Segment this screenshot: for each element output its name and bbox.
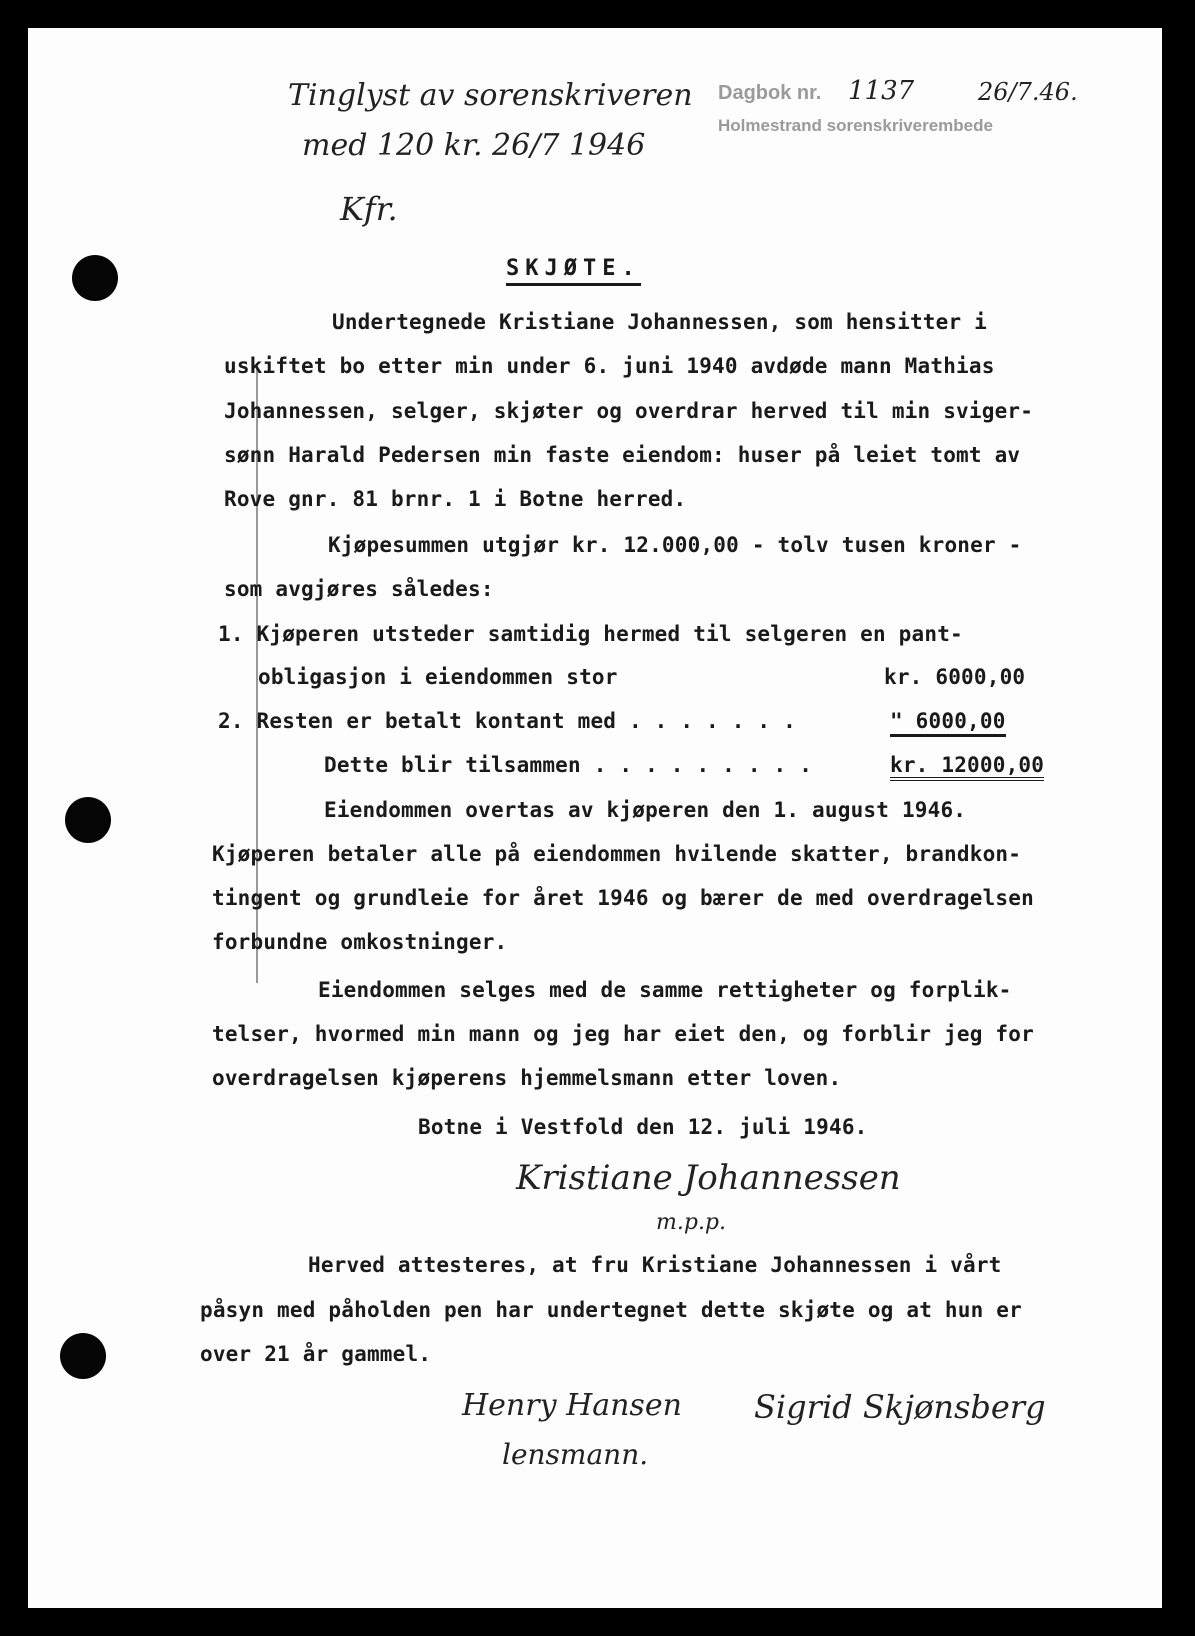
- margin-note-line1: Tinglyst av sorenskriveren: [288, 78, 693, 113]
- punch-hole-bottom: [60, 1333, 106, 1379]
- p2-line2: som avgjøres således:: [224, 577, 494, 601]
- p1-line3: Johannessen, selger, skjøter og overdrar herved til min sviger-: [224, 399, 1034, 423]
- item1-line2: obligasjon i eiendommen stor: [258, 665, 618, 689]
- p1-line1: Undertegnede Kristiane Johannessen, som hensitter i: [332, 310, 987, 334]
- item2-line: 2. Resten er betalt kontant med . . . . . . .: [218, 709, 796, 733]
- witness2-signature: Sigrid Skjønsberg: [754, 1388, 1046, 1426]
- witness1-signature: Henry Hansen: [462, 1388, 682, 1423]
- signature-seller: Kristiane Johannessen: [516, 1158, 901, 1198]
- p4-line2: telser, hvormed min mann og jeg har eiet den, og forblir jeg for: [212, 1022, 1034, 1046]
- stamp-office: Holmestrand sorenskriverembede: [718, 116, 993, 135]
- total-amount: kr. 12000,00: [890, 753, 1044, 781]
- document-title: SKJØTE.: [506, 256, 641, 286]
- stamp-date: 26/7.46.: [978, 78, 1078, 106]
- p5-line2: påsyn med påholden pen har undertegnet dette skjøte og at hun er: [200, 1298, 1022, 1322]
- p1-line5: Rove gnr. 81 brnr. 1 i Botne herred.: [224, 487, 687, 511]
- signature-note: m.p.p.: [656, 1210, 727, 1235]
- p2-line1: Kjøpesummen utgjør kr. 12.000,00 - tolv tusen kroner -: [328, 533, 1022, 557]
- p4-line1: Eiendommen selges med de samme rettigheter og forplik-: [318, 978, 1012, 1002]
- item2-amount: " 6000,00: [890, 709, 1006, 737]
- witness1-title: lensmann.: [502, 1438, 649, 1471]
- stamp-dagbok-number: 1137: [848, 76, 915, 106]
- punch-hole-top: [72, 255, 118, 301]
- place-date: Botne i Vestfold den 12. juli 1946.: [418, 1115, 868, 1139]
- p1-line4: sønn Harald Pedersen min faste eiendom: huser på leiet tomt av: [224, 443, 1021, 467]
- p3-line4: forbundne omkostninger.: [212, 930, 508, 954]
- document-page: [28, 28, 1162, 1608]
- p1-line2: uskiftet bo etter min under 6. juni 1940 avdøde mann Mathias: [224, 354, 995, 378]
- p3-line3: tingent og grundleie for året 1946 og bærer de med overdragelsen: [212, 886, 1034, 910]
- p3-line1: Eiendommen overtas av kjøperen den 1. august 1946.: [324, 798, 967, 822]
- punch-hole-middle: [65, 797, 111, 843]
- stamp-dagbok-label: Dagbok nr.: [718, 82, 822, 104]
- margin-note-line2: med 120 kr. 26/7 1946: [302, 128, 646, 163]
- item1-line1: 1. Kjøperen utsteder samtidig hermed til selgeren en pant-: [218, 622, 963, 646]
- p5-line1: Herved attesteres, at fru Kristiane Johannessen i vårt: [308, 1253, 1002, 1277]
- item1-amount: kr. 6000,00: [884, 665, 1026, 689]
- total-label: Dette blir tilsammen . . . . . . . . .: [324, 753, 813, 777]
- p3-line2: Kjøperen betaler alle på eiendommen hvilende skatter, brandkon-: [212, 842, 1022, 866]
- p5-line3: over 21 år gammel.: [200, 1342, 432, 1366]
- p4-line3: overdragelsen kjøperens hjemmelsmann etter loven.: [212, 1066, 842, 1090]
- margin-note-initials: Kfr.: [340, 190, 398, 228]
